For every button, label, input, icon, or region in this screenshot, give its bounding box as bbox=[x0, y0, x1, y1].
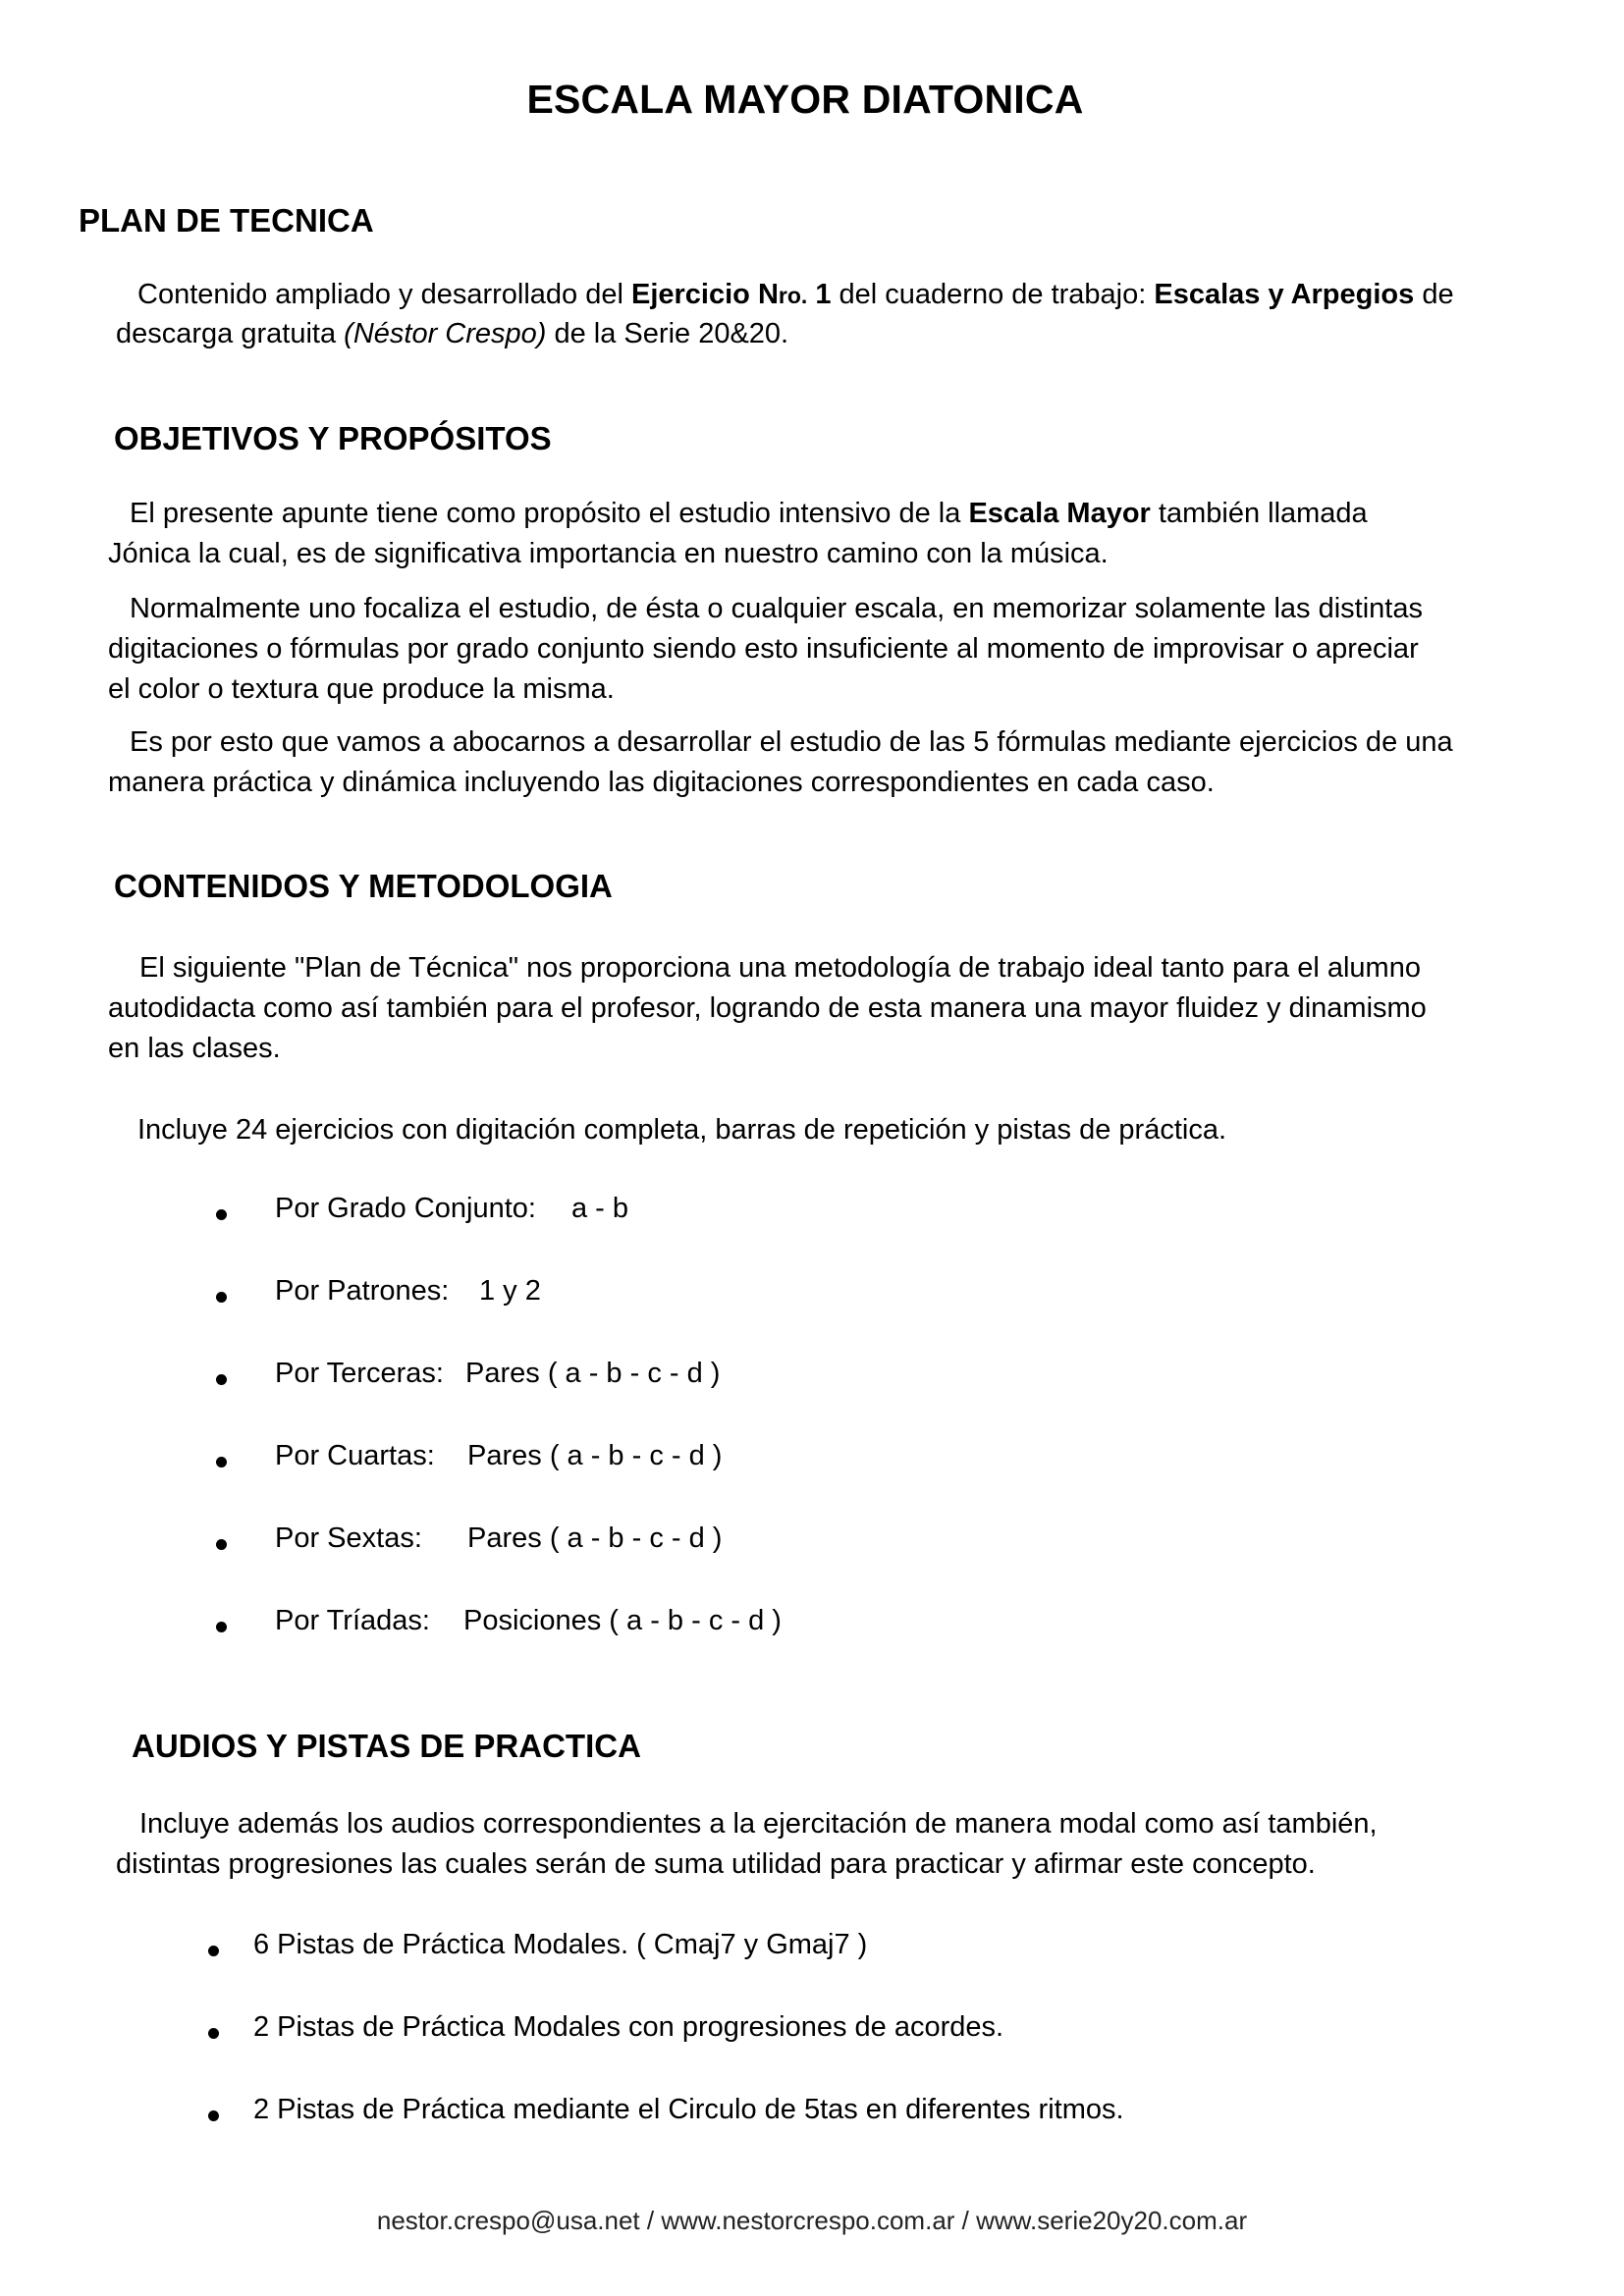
bullet-icon bbox=[208, 2028, 219, 2039]
page-title: ESCALA MAYOR DIATONICA bbox=[526, 77, 1084, 122]
bullet-icon bbox=[216, 1292, 227, 1303]
bullet-icon bbox=[208, 2110, 219, 2121]
heading-objetivos: OBJETIVOS Y PROPÓSITOS bbox=[114, 420, 552, 456]
contenidos-p2: Incluye 24 ejercicios con digitación completa, barras de repetición y pistas de práctica. bbox=[137, 1114, 1227, 1146]
plan-line-1: Contenido ampliado y desarrollado del Ejercicio Nro. 1 del cuaderno de trabajo: Escalas y Arpegios de bbox=[137, 279, 1454, 310]
bullet-icon bbox=[216, 1374, 227, 1385]
footer-contact: nestor.crespo@usa.net / www.nestorcrespo.com.ar / www.serie20y20.com.ar bbox=[376, 2206, 1248, 2235]
heading-plan-de-tecnica: PLAN DE TECNICA bbox=[79, 202, 374, 239]
document-page: ESCALA MAYOR DIATONICA PLAN DE TECNICA Contenido ampliado y desarrollado del Ejercicio Nro. 1 del cuaderno de trabajo: Escalas y Arpegios de descarga gratuita (Néstor Crespo) de la Serie 20&20. OBJETIVOS Y PROPÓSITOS El presente apunte tiene como propósito el estudio intensivo de la Escala Mayor también llamada Jónica la cual, es de significativa importancia en nuestro camino con la música. Normalmente uno focaliza el estudio, de ésta o cualquier escala, en memorizar solamente las distintas digitaciones o fórmulas por grado conjunto siendo esto insuficiente al momento de improvisar o apreciar el color o textura que produce la misma. Es por esto que vamos a abocarnos a desarrollar el estudio de las 5 fórmulas mediante ejercicios de una manera práctica y dinámica incluyendo las digitaciones correspondientes en cada caso. CONTENIDOS Y METODOLOGIA El siguiente "Plan de Técnica" nos proporciona una metodología de trabajo ideal tanto para el alumno autodidacta como así también para el profesor, logrando de esta manera una mayor fluidez y dinamismo en las clases. Incluye 24 ejercicios con digitación completa, barras de repetición y pistas de práctica. Por Grado Conjunto: a - b Por Patrones: 1 y 2 Por Terceras: Pares ( a - b - c - d ) Por Cuartas: Pares ( a - b - c - d ) Por Sextas: Pares ( a - b - c - d ) Por Tríadas: Posiciones ( a - b - c - d ) AUDIOS Y PISTAS DE PRACTICA Incluye además los audios correspondientes a la ejercitación de manera modal como así también, distintas progresiones las cuales serán de suma utilidad para practicar y afirmar este concepto. 6 Pistas de Práctica Modales. ( Cmaj7 y Gmaj7 ) 2 Pistas de Práctica Modales con progresiones de acordes. 2 Pistas de Práctica mediante el Circulo de 5tas en diferentes ritmos. nestor.crespo@usa.net / www.nestorcrespo.com.ar / www.serie20y20.com.ar bbox=[0, 0, 1624, 2296]
bullet-icon bbox=[216, 1539, 227, 1550]
objetivos-p1-line2: Jónica la cual, es de significativa importancia en nuestro camino con la música. bbox=[108, 538, 1109, 569]
objetivos-p2: Normalmente uno focaliza el estudio, de ésta o cualquier escala, en memorizar solamente las distintas digitaciones o fórmulas por grado conjunto siendo esto insuficiente al momento de improvisar o apreciar el color o textura que produce la misma. bbox=[108, 593, 1423, 705]
audios-p1: Incluye además los audios correspondientes a la ejercitación de manera modal como así también, distintas progresiones las cuales serán de suma utilidad para practicar y afirmar este concepto. bbox=[116, 1808, 1378, 1880]
heading-contenidos: CONTENIDOS Y METODOLOGIA bbox=[114, 868, 613, 904]
bullet-icon bbox=[216, 1622, 227, 1632]
bullet-icon bbox=[216, 1209, 227, 1220]
bullet-icon bbox=[216, 1457, 227, 1468]
objetivos-p1-line1: El presente apunte tiene como propósito el estudio intensivo de la Escala Mayor también llamada bbox=[130, 498, 1368, 529]
heading-audios: AUDIOS Y PISTAS DE PRACTICA bbox=[132, 1728, 641, 1764]
contenidos-p1: El siguiente "Plan de Técnica" nos proporciona una metodología de trabajo ideal tanto para el alumno autodidacta como así también para el profesor, logrando de esta manera una mayor fluidez y dinamismo en las clases. bbox=[108, 952, 1427, 1064]
objetivos-p3: Es por esto que vamos a abocarnos a desarrollar el estudio de las 5 fórmulas mediante ejercicios de una manera práctica y dinámica incluyendo las digitaciones correspondientes en cada caso. bbox=[108, 726, 1453, 798]
plan-line-2: descarga gratuita (Néstor Crespo) de la Serie 20&20. bbox=[116, 318, 789, 349]
bullet-icon bbox=[208, 1946, 219, 1956]
